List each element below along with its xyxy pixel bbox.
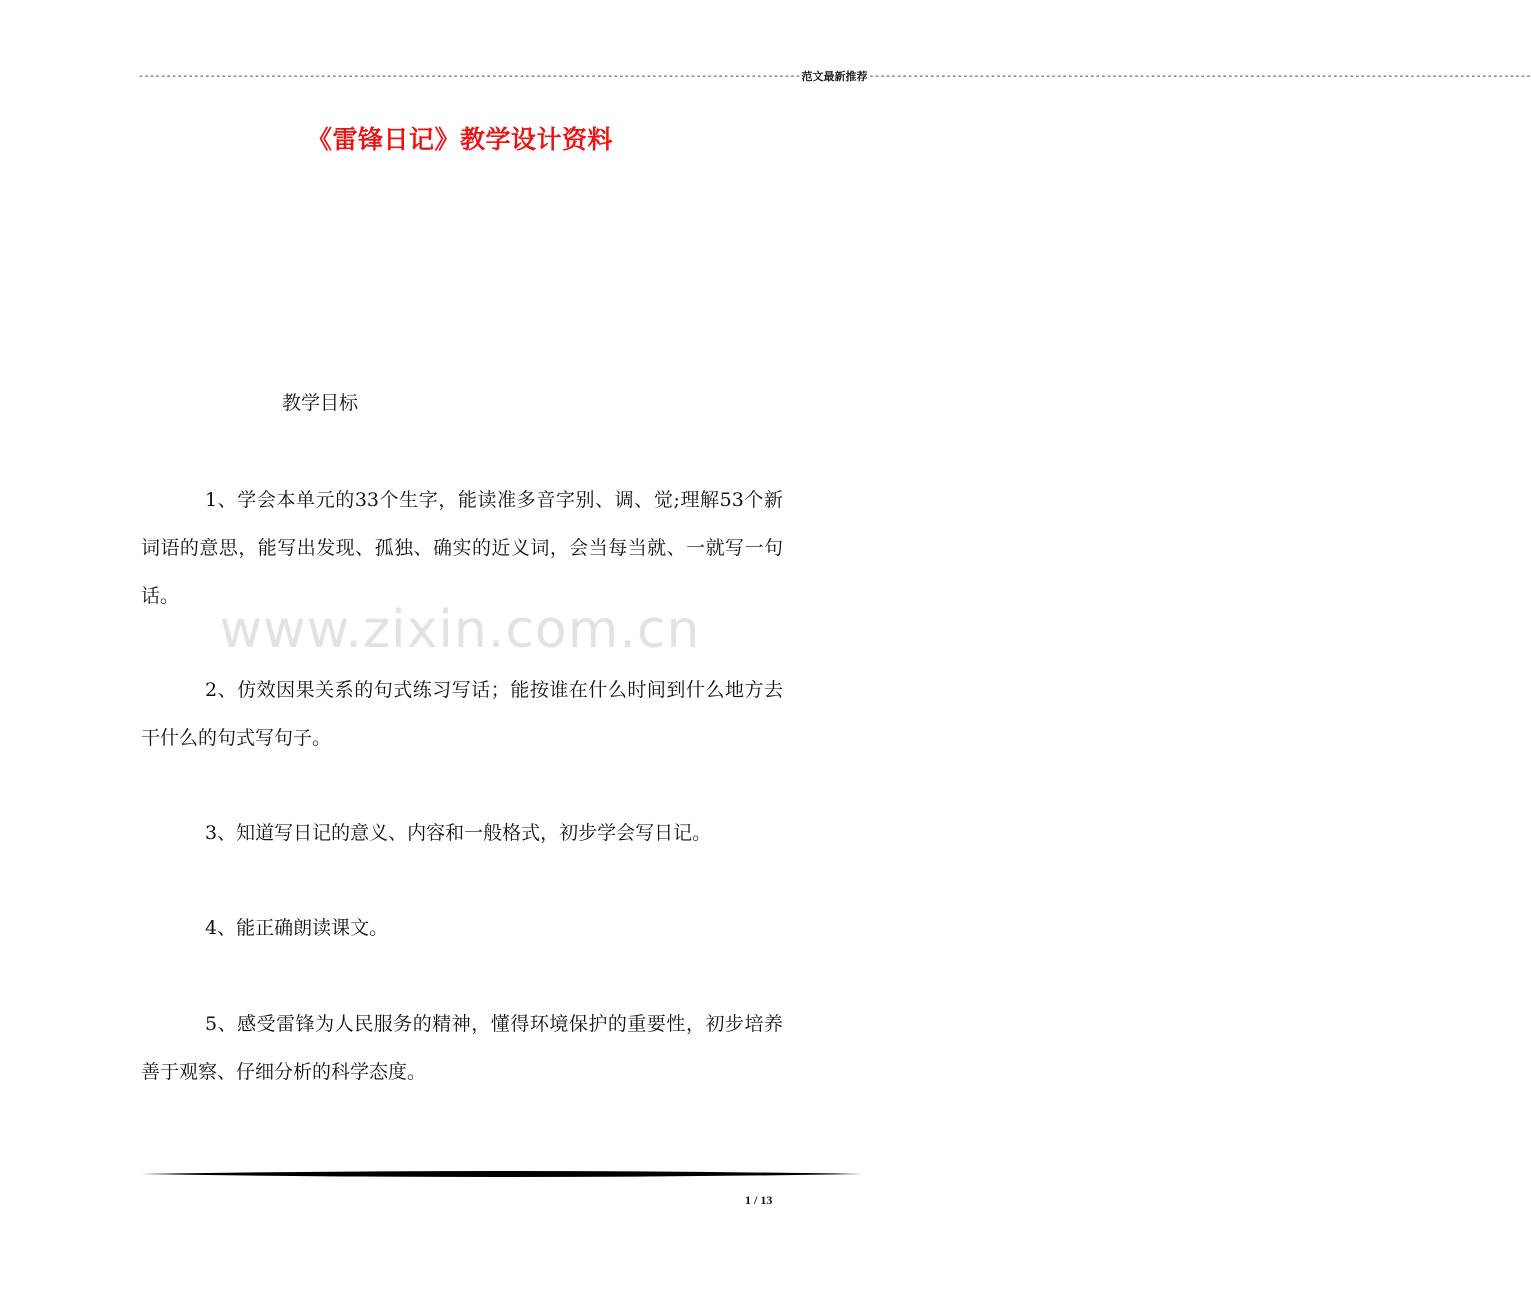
document-title: 《雷锋日记》教学设计资料	[306, 125, 613, 154]
page-indicator: 1 / 13	[745, 1193, 773, 1207]
paragraph-goal-3: 3、知道写日记的意义、内容和一般格式，初步学会写日记。	[205, 822, 712, 844]
footer-rule	[141, 1168, 863, 1180]
header-dash-left: ------------------------------------------------------------------------------------------------------------------------	[138, 71, 801, 82]
paragraph-goal-4: 4、能正确朗读课文。	[205, 917, 389, 939]
paragraph-goal-5: 5、感受雷锋为人民服务的精神，懂得环境保护的重要性，初步培养善于观察、仔细分析的科学态度。	[141, 1013, 783, 1083]
header-dash-right: ------------------------------------------------------------------------------------------------------------------------	[868, 71, 1531, 82]
paragraph-goal-2: 2、仿效因果关系的句式练习写话；能按谁在什么时间到什么地方去干什么的句式写句子。	[141, 679, 783, 749]
section-heading: 教学目标	[282, 392, 359, 414]
header-label: 范文最新推荐	[801, 70, 868, 83]
watermark: www.zixin.com.cn	[219, 600, 701, 660]
paragraph-goal-1: 1、学会本单元的33个生字，能读准多音字别、调、觉;理解53个新词语的意思，能写出发现、孤独、确实的近义词，会当每当就、一就写一句话。	[141, 489, 783, 607]
page-header	[138, 68, 1531, 86]
